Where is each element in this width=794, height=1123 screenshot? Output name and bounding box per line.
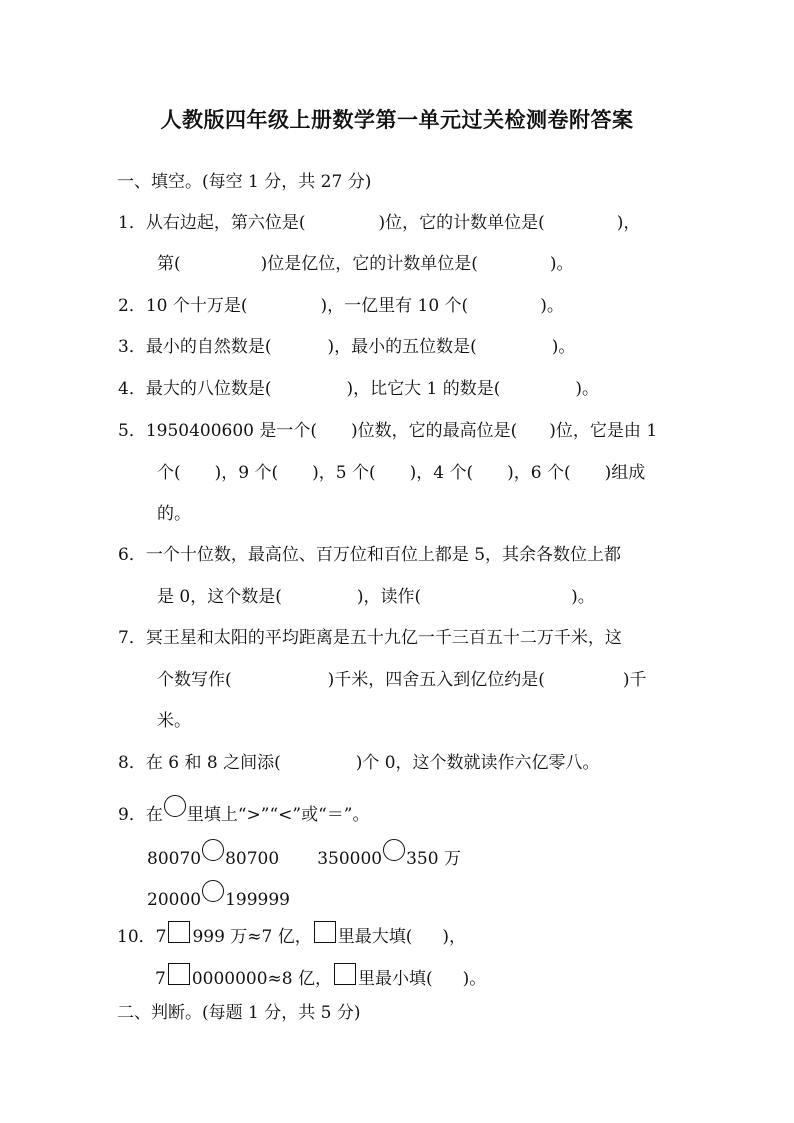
question-7-line-3: 米。 xyxy=(157,711,191,731)
question-1-line-1: 1．从右边起，第六位是( )位，它的计数单位是( )， xyxy=(118,213,641,233)
question-9-row-2: 20000 199999 xyxy=(147,880,290,912)
section2-heading: 二、判断。(每题 1 分，共 5 分) xyxy=(117,1003,361,1023)
question-9-prompt: 9．在 里填上“>”“<”或“＝”。 xyxy=(118,795,369,827)
digit-box-1[interactable] xyxy=(168,921,190,943)
question-5-line-2: 个( )，9 个( )，5 个( )，4 个( )，6 个( )组成 xyxy=(157,463,646,483)
question-8: 8．在 6 和 8 之间添( )个 0，这个数就读作六亿零八。 xyxy=(118,753,600,773)
question-6-line-1: 6．一个十位数，最高位、百万位和百位上都是 5，其余各数位上都 xyxy=(118,545,622,565)
question-1-line-2: 第( )位是亿位，它的计数单位是( )。 xyxy=(157,254,574,274)
question-3: 3．最小的自然数是( )，最小的五位数是( )。 xyxy=(118,337,576,357)
question-7-line-2: 个数写作( )千米，四舍五入到亿位约是( )千 xyxy=(157,670,647,690)
question-5-line-1: 5．1950400600 是一个( )位数，它的最高位是( )位，它是由 1 xyxy=(118,421,658,441)
page-title: 人教版四年级上册数学第一单元过关检测卷附答案 xyxy=(160,107,634,132)
compare-circle-2[interactable] xyxy=(383,839,405,861)
compare-circle-1[interactable] xyxy=(202,839,224,861)
question-7-line-1: 7．冥王星和太阳的平均距离是五十九亿一千三百五十二万千米，这 xyxy=(118,628,622,648)
compare-circle-icon xyxy=(164,795,186,817)
question-10-line-1: 10．7 999 万≈7 亿， 里最大填( )， xyxy=(117,921,466,949)
question-10-line-2: 7 0000000≈8 亿， 里最小填( )。 xyxy=(155,963,486,991)
compare-circle-3[interactable] xyxy=(202,880,224,902)
question-2: 2．10 个十万是( )，一亿里有 10 个( )。 xyxy=(118,296,564,316)
question-9-row-1: 80070 80700 350000 350 万 xyxy=(147,839,461,871)
box-icon xyxy=(314,921,336,943)
section1-heading: 一、填空。(每空 1 分，共 27 分) xyxy=(117,172,372,192)
question-5-line-3: 的。 xyxy=(157,504,191,524)
digit-box-2[interactable] xyxy=(168,963,190,985)
question-6-line-2: 是 0，这个数是( )，读作( )。 xyxy=(157,587,595,607)
box-icon xyxy=(334,963,356,985)
question-4: 4．最大的八位数是( )，比它大 1 的数是( )。 xyxy=(118,379,599,399)
